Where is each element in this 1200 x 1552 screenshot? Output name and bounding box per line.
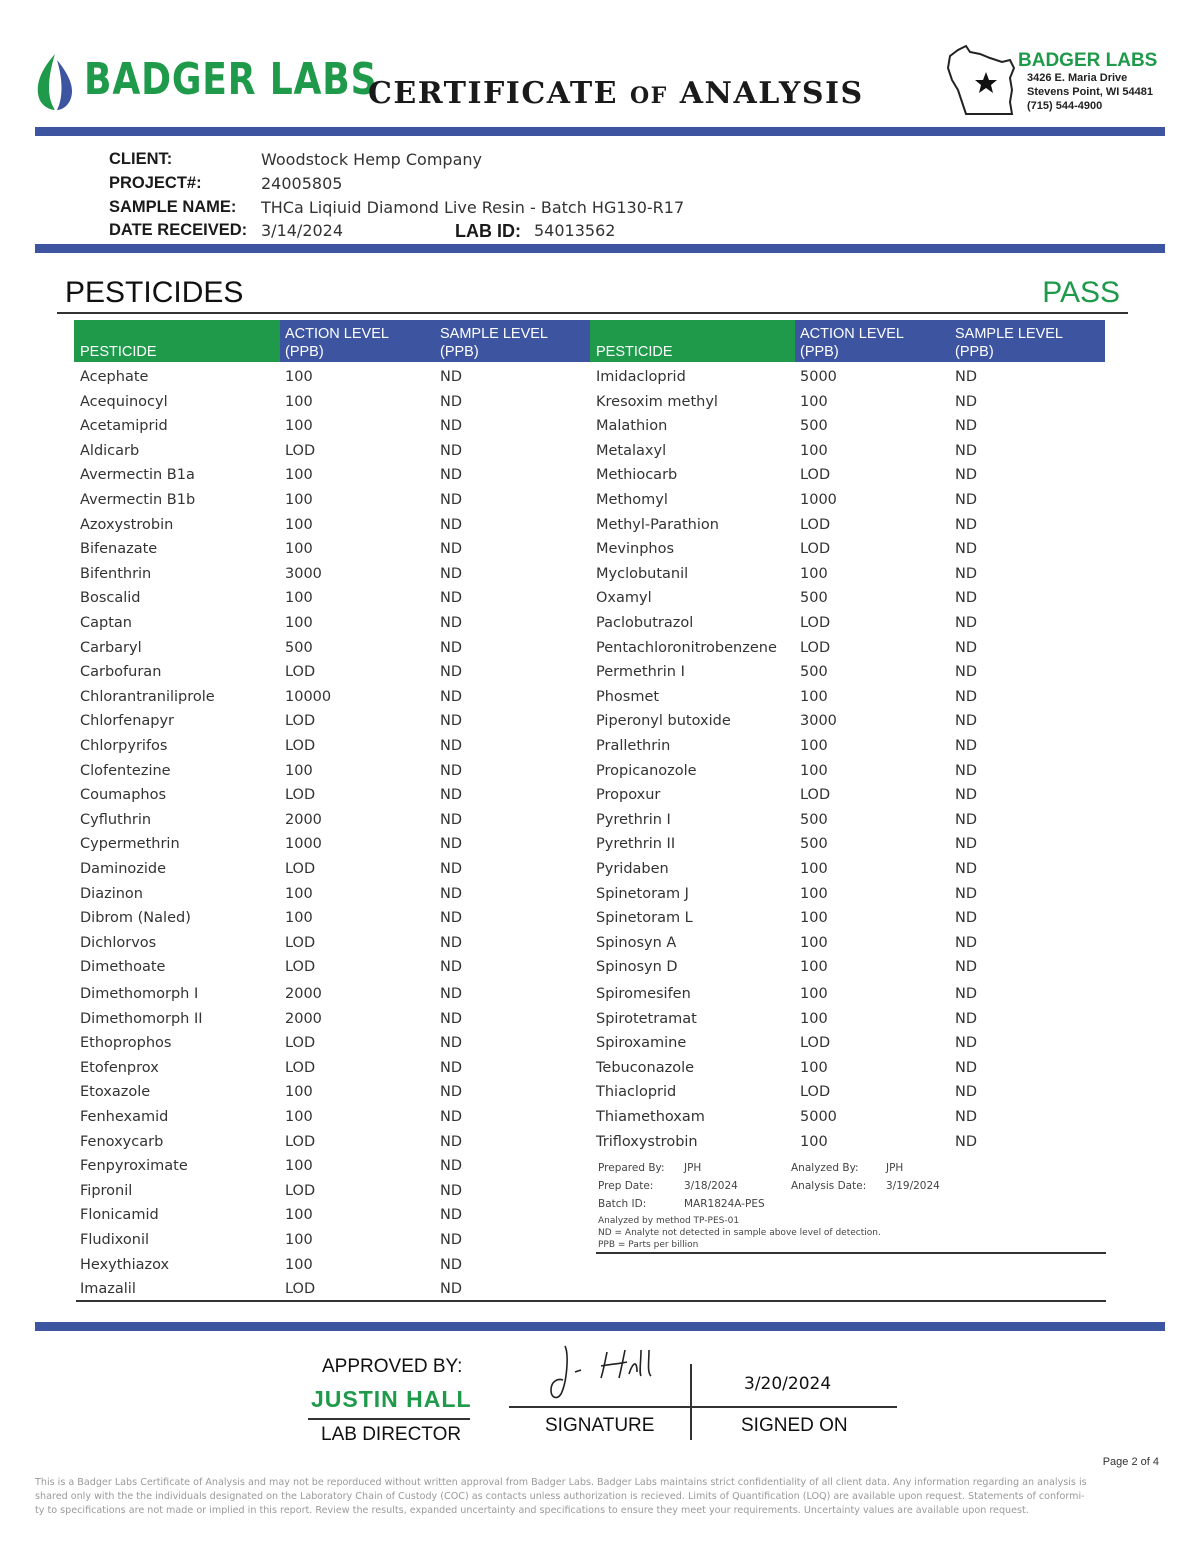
- sample-level: ND: [440, 442, 463, 459]
- action-level: 100: [285, 369, 313, 385]
- pesticide-name: Prallethrin: [596, 738, 671, 754]
- sample-level: ND: [440, 492, 463, 508]
- sample-level: ND: [440, 664, 463, 681]
- pesticide-name: Clofentezine: [80, 762, 171, 779]
- page-number: Page 2 of 4: [1102, 1456, 1159, 1468]
- header-pesticide-right: PESTICIDE: [596, 344, 673, 360]
- signature-separator: [690, 1364, 692, 1440]
- action-level: 100: [800, 442, 828, 459]
- action-level: LOD: [800, 615, 831, 631]
- signature-image: [545, 1342, 665, 1402]
- pesticide-name: Fenpyroximate: [80, 1158, 188, 1175]
- footer-divider: [35, 1322, 1165, 1331]
- pesticide-name: Piperonyl butoxide: [596, 713, 731, 730]
- action-level: 100: [800, 762, 828, 779]
- pesticide-name: Hexythiazox: [80, 1256, 170, 1273]
- sample-level: ND: [440, 811, 463, 828]
- sample-level: ND: [955, 590, 978, 607]
- client-label: CLIENT:: [109, 150, 173, 168]
- pesticide-name: Trifloxystrobin: [596, 1133, 698, 1150]
- action-level: 100: [800, 986, 828, 1002]
- batch-id-label: Batch ID:: [598, 1198, 647, 1210]
- sample-level: ND: [440, 762, 463, 779]
- sample-level: ND: [440, 467, 463, 484]
- date-received-value: 3/14/2024: [261, 221, 344, 240]
- sample-level: ND: [440, 1010, 463, 1027]
- action-level: 100: [800, 1133, 828, 1150]
- action-level: LOD: [800, 639, 831, 656]
- action-level: 100: [285, 1232, 313, 1248]
- sample-level: ND: [955, 885, 978, 902]
- sample-level: ND: [440, 516, 463, 533]
- action-level: 100: [285, 910, 313, 927]
- section-rule: [57, 312, 1128, 314]
- pesticide-name: Spinosyn A: [596, 934, 677, 951]
- action-level: 100: [800, 934, 828, 951]
- action-level: LOD: [285, 934, 316, 951]
- sample-level: ND: [440, 369, 463, 385]
- pesticide-name: Pyridaben: [596, 861, 669, 877]
- sample-level: ND: [440, 1182, 463, 1199]
- action-level: LOD: [285, 861, 316, 877]
- header-divider: [35, 127, 1165, 136]
- pesticide-name: Metalaxyl: [596, 442, 667, 459]
- signature-rule: [509, 1406, 897, 1408]
- pesticide-name: Dichlorvos: [80, 934, 157, 951]
- pesticide-name: Thiamethoxam: [596, 1109, 705, 1125]
- sample-level: ND: [955, 1084, 978, 1101]
- action-level: 1000: [800, 492, 837, 508]
- pesticide-name: Imidacloprid: [596, 369, 686, 385]
- action-level: 100: [285, 1158, 313, 1175]
- pesticide-name: Chlorpyrifos: [80, 738, 168, 754]
- action-level: 100: [285, 762, 313, 779]
- pesticide-name: Carbofuran: [80, 664, 162, 681]
- sample-level: ND: [955, 393, 978, 410]
- pesticide-name: Pyrethrin I: [596, 811, 671, 828]
- sample-level: ND: [440, 1133, 463, 1150]
- action-level: 100: [800, 959, 828, 976]
- document-title: CERTIFICATE OF ANALYSIS: [368, 76, 864, 111]
- prep-date-label: Prep Date:: [598, 1180, 654, 1192]
- left-table-bottom-rule: [76, 1300, 1106, 1302]
- client-value: Woodstock Hemp Company: [261, 150, 482, 169]
- batch-id-value: MAR1824A-PES: [684, 1198, 765, 1210]
- prepared-by-value: JPH: [684, 1162, 702, 1174]
- action-level: 500: [800, 811, 828, 828]
- sample-label: SAMPLE NAME:: [109, 198, 237, 216]
- pesticide-name: Kresoxim methyl: [596, 393, 718, 410]
- action-level: LOD: [285, 738, 316, 754]
- pesticide-name: Methiocarb: [596, 467, 678, 484]
- action-level: LOD: [800, 541, 831, 558]
- sample-level: ND: [955, 934, 978, 951]
- pesticide-name: Tebuconazole: [596, 1059, 695, 1076]
- action-level: LOD: [285, 1059, 316, 1076]
- footer-line-1: This is a Badger Labs Certificate of Analysis and may not be reporduced without written approval from Badger Labs. Badger Labs maintains strict confidentiality of all client data. Any information regarding an analysis is: [35, 1477, 1087, 1488]
- pesticide-name: Acequinocyl: [80, 393, 168, 410]
- action-level: 3000: [800, 713, 837, 730]
- pesticide-name: Methomyl: [596, 492, 668, 508]
- sample-level: ND: [440, 1256, 463, 1273]
- pesticide-name: Bifenthrin: [80, 565, 152, 582]
- footer-line-3: ty to specifications are not made or implied in this report. Review the results, expanded uncertainty and specifications to ensure they meet your requirements. Uncertainty values are available upon request.: [35, 1505, 1029, 1516]
- analyzed-by-value: JPH: [886, 1162, 904, 1174]
- sample-level: ND: [955, 639, 978, 656]
- action-level: 100: [800, 910, 828, 927]
- director-role: LAB DIRECTOR: [321, 1424, 462, 1445]
- pesticide-name: Bifenazate: [80, 541, 158, 558]
- address-line-1: 3426 E. Maria Drive: [1027, 72, 1128, 84]
- action-level: 100: [285, 418, 313, 435]
- sample-level: ND: [440, 713, 463, 730]
- action-level: 2000: [285, 1010, 322, 1027]
- sample-level: ND: [440, 1232, 463, 1248]
- footer-disclaimer: [35, 1476, 1165, 1518]
- pesticide-name: Fenoxycarb: [80, 1133, 164, 1150]
- header-action-right: ACTION LEVEL (PPB): [800, 326, 904, 360]
- sample-level: ND: [955, 516, 978, 533]
- prepared-by-label: Prepared By:: [598, 1162, 665, 1174]
- sample-level: ND: [440, 934, 463, 951]
- pesticide-name: Cypermethrin: [80, 836, 180, 853]
- sample-level: ND: [440, 836, 463, 853]
- pesticide-name: Malathion: [596, 418, 668, 435]
- director-rule: [308, 1418, 470, 1420]
- action-level: LOD: [800, 1084, 831, 1101]
- action-level: 100: [285, 1256, 313, 1273]
- pesticide-name: Spirotetramat: [596, 1010, 697, 1027]
- pesticide-name: Phosmet: [596, 688, 660, 705]
- sample-level: ND: [440, 1059, 463, 1076]
- pass-status: PASS: [1042, 276, 1120, 309]
- pesticide-name: Pentachloronitrobenzene: [596, 639, 777, 656]
- pesticide-name: Mevinphos: [596, 541, 675, 558]
- sample-level: ND: [440, 787, 463, 804]
- header-pesticide-left: PESTICIDE: [80, 344, 157, 360]
- sample-level: ND: [440, 639, 463, 656]
- pesticide-name: Chlorfenapyr: [80, 713, 175, 730]
- lab-id-label: LAB ID:: [455, 221, 521, 241]
- phone-number: (715) 544-4900: [1027, 100, 1103, 112]
- sample-level: ND: [440, 1158, 463, 1175]
- sample-level: ND: [955, 836, 978, 853]
- pesticide-name: Myclobutanil: [596, 565, 689, 582]
- action-level: 10000: [285, 688, 332, 705]
- action-level: LOD: [285, 442, 316, 459]
- header-action-left: ACTION LEVEL (PPB): [285, 326, 389, 360]
- action-level: 100: [285, 393, 313, 410]
- pesticide-name: Etoxazole: [80, 1084, 151, 1101]
- action-level: LOD: [285, 1281, 316, 1298]
- action-level: 100: [285, 541, 313, 558]
- sample-level: ND: [955, 738, 978, 754]
- prep-date-value: 3/18/2024: [684, 1180, 738, 1192]
- pesticide-name: Spinosyn D: [596, 959, 678, 976]
- sample-level: ND: [955, 492, 978, 508]
- sample-level: ND: [955, 467, 978, 484]
- sample-level: ND: [955, 811, 978, 828]
- sample-level: ND: [440, 910, 463, 927]
- header-sample-left: SAMPLE LEVEL (PPB): [440, 326, 548, 360]
- action-level: 500: [800, 664, 828, 681]
- sample-level: ND: [955, 1059, 978, 1076]
- sample-level: ND: [440, 1035, 463, 1052]
- header-lab-name: BADGER LABS: [1018, 50, 1158, 71]
- address-line-2: Stevens Point, WI 54481: [1027, 86, 1153, 98]
- sample-level: ND: [440, 738, 463, 754]
- pesticide-name: Coumaphos: [80, 787, 167, 804]
- pesticide-name: Dimethomorph I: [80, 986, 199, 1002]
- sample-value: THCa Liqiuid Diamond Live Resin - Batch HG130-R17: [261, 198, 685, 217]
- sample-level: ND: [440, 1109, 463, 1125]
- sample-level: ND: [955, 541, 978, 558]
- logo-text: BADGER LABS: [84, 54, 378, 105]
- header-sample-right: SAMPLE LEVEL (PPB): [955, 326, 1063, 360]
- action-level: 100: [800, 861, 828, 877]
- action-level: LOD: [285, 787, 316, 804]
- action-level: 100: [285, 590, 313, 607]
- pesticide-name: Dibrom (Naled): [80, 910, 191, 927]
- pesticide-name: Carbaryl: [80, 639, 142, 656]
- pesticide-name: Dimethoate: [80, 959, 166, 976]
- pesticide-name: Aldicarb: [80, 442, 140, 459]
- pesticide-name: Daminozide: [80, 861, 167, 877]
- sample-level: ND: [440, 590, 463, 607]
- pesticide-name: Boscalid: [80, 590, 141, 607]
- lab-id-value: 54013562: [534, 221, 616, 240]
- wisconsin-map-icon: [944, 42, 1024, 118]
- sample-level: ND: [955, 787, 978, 804]
- action-level: LOD: [285, 959, 316, 976]
- date-received-label: DATE RECEIVED:: [109, 221, 248, 239]
- director-name: JUSTIN HALL: [311, 1386, 472, 1412]
- pesticide-name: Chlorantraniliprole: [80, 688, 215, 705]
- pesticide-name: Propoxur: [596, 787, 661, 804]
- sample-level: ND: [955, 664, 978, 681]
- action-level: LOD: [285, 1182, 316, 1199]
- sample-level: ND: [955, 959, 978, 976]
- action-level: 100: [285, 1207, 313, 1224]
- pesticide-name: Methyl-Parathion: [596, 516, 719, 533]
- sample-level: ND: [440, 418, 463, 435]
- action-level: 500: [800, 836, 828, 853]
- sample-level: ND: [440, 1084, 463, 1101]
- action-level: 3000: [285, 565, 322, 582]
- action-level: LOD: [285, 664, 316, 681]
- sample-level: ND: [955, 713, 978, 730]
- sample-level: ND: [955, 688, 978, 705]
- sample-level: ND: [440, 986, 463, 1002]
- pesticide-name: Spinetoram J: [596, 885, 689, 902]
- pesticide-name: Permethrin I: [596, 664, 685, 681]
- action-level: 100: [800, 1010, 828, 1027]
- method-note: Analyzed by method TP-PES-01: [598, 1216, 740, 1226]
- action-level: 100: [800, 565, 828, 582]
- sample-level: ND: [440, 861, 463, 877]
- sample-level: ND: [955, 861, 978, 877]
- sample-level: ND: [955, 986, 978, 1002]
- pesticide-name: Fipronil: [80, 1182, 133, 1199]
- sample-level: ND: [955, 1035, 978, 1052]
- signature-label: SIGNATURE: [545, 1415, 655, 1436]
- pesticide-name: Dimethomorph II: [80, 1010, 203, 1027]
- action-level: 100: [800, 885, 828, 902]
- sample-level: ND: [440, 615, 463, 631]
- pesticide-name: Diazinon: [80, 885, 143, 902]
- signed-on-label: SIGNED ON: [741, 1415, 848, 1436]
- ppb-note: PPB = Parts per billion: [598, 1240, 699, 1250]
- action-level: 5000: [800, 1109, 837, 1125]
- pesticide-name: Ethoprophos: [80, 1035, 172, 1052]
- pesticide-name: Etofenprox: [80, 1059, 159, 1076]
- sample-level: ND: [440, 1207, 463, 1224]
- action-level: LOD: [285, 1133, 316, 1150]
- pesticide-name: Avermectin B1a: [80, 467, 195, 484]
- action-level: 500: [285, 639, 313, 656]
- action-level: 100: [285, 467, 313, 484]
- pesticide-name: Avermectin B1b: [80, 492, 196, 508]
- footer-line-2: shared only with the the individuals designated on the Laboratory Chain of Custody (COC) as contacts unless authorization is recieved. Limits of Quantification (LOQ) are available upon request. Statements of conformi-: [35, 1491, 1085, 1502]
- pesticide-name: Spiroxamine: [596, 1035, 687, 1052]
- pesticide-name: Acetamiprid: [80, 418, 168, 435]
- analysis-date-value: 3/19/2024: [886, 1180, 940, 1192]
- analysis-date-label: Analysis Date:: [791, 1180, 867, 1192]
- project-value: 24005805: [261, 174, 343, 193]
- signed-date: 3/20/2024: [744, 1374, 832, 1394]
- action-level: 500: [800, 418, 828, 435]
- pesticide-name: Spiromesifen: [596, 986, 691, 1002]
- sample-level: ND: [955, 418, 978, 435]
- action-level: 100: [800, 1059, 828, 1076]
- sample-level: ND: [955, 442, 978, 459]
- approved-by-label: APPROVED BY:: [322, 1356, 463, 1377]
- pesticide-name: Imazalil: [80, 1281, 136, 1298]
- sample-level: ND: [955, 369, 978, 385]
- sample-level: ND: [440, 393, 463, 410]
- sample-level: ND: [955, 762, 978, 779]
- action-level: 100: [285, 492, 313, 508]
- pesticide-name: Propicanozole: [596, 762, 697, 779]
- sample-level: ND: [955, 1133, 978, 1150]
- action-level: 5000: [800, 369, 837, 385]
- pesticide-name: Spinetoram L: [596, 910, 693, 927]
- action-level: 100: [800, 688, 828, 705]
- prep-rule: [596, 1252, 1106, 1254]
- sample-level: ND: [440, 1281, 463, 1298]
- sample-level: ND: [955, 910, 978, 927]
- action-level: 100: [285, 1109, 313, 1125]
- pesticide-name: Fludixonil: [80, 1232, 150, 1248]
- pesticide-name: Fenhexamid: [80, 1109, 169, 1125]
- sample-level: ND: [440, 565, 463, 582]
- action-level: LOD: [800, 516, 831, 533]
- pesticide-name: Pyrethrin II: [596, 836, 676, 853]
- action-level: 100: [800, 738, 828, 754]
- action-level: LOD: [285, 1035, 316, 1052]
- action-level: 100: [285, 615, 313, 631]
- action-level: 500: [800, 590, 828, 607]
- section-title: PESTICIDES: [65, 276, 244, 309]
- info-divider: [35, 244, 1165, 253]
- pesticide-name: Acephate: [80, 369, 149, 385]
- action-level: 100: [285, 885, 313, 902]
- action-level: 100: [800, 393, 828, 410]
- pesticide-name: Captan: [80, 615, 132, 631]
- sample-level: ND: [955, 1010, 978, 1027]
- action-level: LOD: [800, 1035, 831, 1052]
- logo-leaf-icon: [33, 52, 77, 112]
- pesticide-name: Thiacloprid: [596, 1084, 677, 1101]
- action-level: 100: [285, 516, 313, 533]
- action-level: LOD: [800, 467, 831, 484]
- sample-level: ND: [440, 885, 463, 902]
- action-level: 2000: [285, 811, 322, 828]
- action-level: LOD: [800, 787, 831, 804]
- sample-level: ND: [440, 541, 463, 558]
- sample-level: ND: [955, 565, 978, 582]
- action-level: 2000: [285, 986, 322, 1002]
- sample-level: ND: [440, 688, 463, 705]
- action-level: LOD: [285, 713, 316, 730]
- pesticide-name: Cyfluthrin: [80, 811, 152, 828]
- action-level: 1000: [285, 836, 322, 853]
- nd-note: ND = Analyte not detected in sample above level of detection.: [598, 1228, 881, 1238]
- sample-level: ND: [955, 615, 978, 631]
- sample-level: ND: [440, 959, 463, 976]
- analyzed-by-label: Analyzed By:: [791, 1162, 859, 1174]
- pesticide-name: Paclobutrazol: [596, 615, 694, 631]
- sample-level: ND: [955, 1109, 978, 1125]
- action-level: 100: [285, 1084, 313, 1101]
- pesticide-name: Azoxystrobin: [80, 516, 174, 533]
- pesticide-name: Oxamyl: [596, 590, 652, 607]
- project-label: PROJECT#:: [109, 174, 202, 192]
- pesticide-name: Flonicamid: [80, 1207, 159, 1224]
